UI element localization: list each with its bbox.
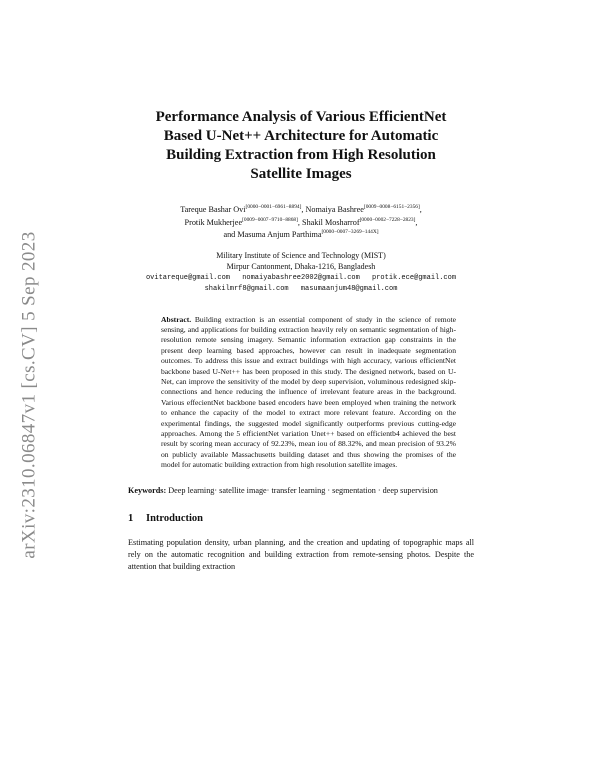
email-address: shakilmrf8@gmail.com [204,284,289,293]
email-address: ovitareque@gmail.com [145,273,230,282]
affiliation-institute: Military Institute of Science and Technology (MIST) [216,250,386,260]
title-line-2: Based U-Net++ Architecture for Automatic [163,128,439,144]
section-title: Introduction [146,513,203,525]
author-separator: , [301,205,304,214]
abstract [161,315,456,471]
email-address: masumaanjum48@gmail.com [300,284,398,293]
keywords-text: Deep learning· satellite image· transfer learning · segmentation · deep supervision [168,485,438,495]
author-emails [128,273,474,295]
author-list [128,204,474,242]
author-line-2 [128,217,474,230]
arxiv-stamp-text: arXiv:2310.06847v1 [cs.CV] 5 Sep 2023 [19,231,40,559]
author-name: Nomaiya Bashree [305,205,364,214]
email-line-1 [128,273,474,284]
keywords [128,485,474,497]
author-name: Protik Mukherjee [184,217,243,227]
author-line-1 [128,204,474,217]
author-separator: , [419,205,422,214]
email-address: nomaiyabashree2002@gmail.com [242,273,360,282]
abstract-text: Building extraction is an essential component of study in the science of remote sensing, and applications for building extraction heavily rely on semantic segmentation of high-resolution remote sensing imagery. Semantic information extraction gap constraints in the present deep learning based approaches, however can result in inadequate segmentation outcomes. To address this issue and extract buildings with high accuracy, various efficientNet backbone based U-Net++ has been proposed in this study. The designed network, based on U-Net, can improve the sensitivity of the model by deep supervision, voluminous redesigned skip-connections and hence reducing the influence of irrelevant feature areas in the background. Various effecientNet backbone based encoders have been employed when training the network to enhance the capacity of the model to extract more relevant feature. According on the experimental findings, the suggested model significantly outperforms previous cutting-edge approaches. Among the 5 efficientNet variation Unet++ based on efficientb4 achieved the best result by scoring mean accuracy of 92.23%, mean iou of 88.32%, and mean precision of 93.2% on publicly available Massachusetts building dataset and thus showing the promises of the model for automatic building extraction from high resolution satellite images. [161,314,456,470]
author-separator: , [415,217,418,227]
orcid-id: [0000−0001−6961−8894] [245,204,302,210]
arxiv-identifier-stamp [20,210,40,580]
abstract-label: Abstract. [161,314,192,324]
title-line-3: Building Extraction from High Resolution [166,147,436,163]
orcid-id: [0009−0007−9710−8868] [242,216,298,223]
author-name: Shakil Mosharrof [302,217,360,227]
author-separator: , [297,217,300,227]
section-heading-introduction [128,512,474,525]
email-line-2 [128,284,474,295]
orcid-id: [0000−0002−7228−2823] [359,216,416,223]
author-conjunction: and [223,230,236,239]
author-name: Masuma Anjum Parthima [237,230,322,239]
title-line-1: Performance Analysis of Various EfficientNet [155,109,447,125]
paper-title [128,108,474,184]
affiliation [128,250,474,273]
email-address: protik.ece@gmail.com [372,273,457,282]
author-line-3 [128,229,474,242]
section-number: 1 [128,513,134,525]
paper-first-page [128,100,474,573]
introduction-paragraph: Estimating population density, urban planning, and the creation and updating of topographic maps all rely on the automatic recognition and building extraction from remote-sensing photos. Despite the attention that building extraction [128,538,474,572]
orcid-id: [0000−0007−3269−144X] [321,229,379,235]
title-line-4: Satellite Images [250,166,352,182]
affiliation-address: Mirpur Cantonment, Dhaka-1216, Bangladesh [226,262,376,271]
orcid-id: [0009−0008−6151−2356] [363,204,420,210]
author-name: Tareque Bashar Ovi [180,205,246,214]
keywords-label: Keywords: [128,485,167,495]
